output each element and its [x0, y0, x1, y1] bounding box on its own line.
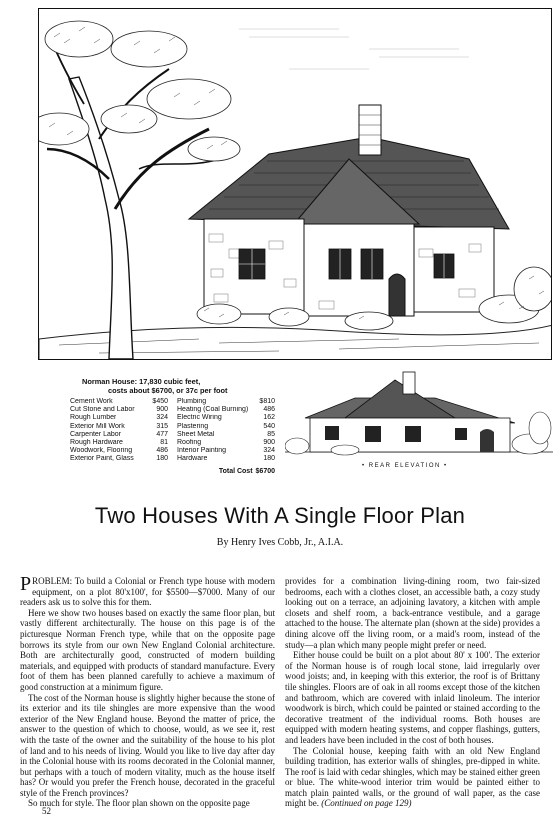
cost-row: Sheet Metal 85	[177, 430, 275, 438]
cost-row: Plastering 540	[177, 422, 275, 430]
cost-column-right	[177, 398, 275, 464]
cost-breakdown	[70, 377, 275, 476]
cost-total-label: Total Cost	[218, 467, 253, 475]
cost-total	[70, 468, 275, 476]
paragraph: Either house could be built on a plot about 80' x 100'. The exterior of the Norman house is of rough local stone, laid irregularly over wood joists; and, in keeping with this exterior, the roof is of Brittany tile shingles. Floors are of oak in all rooms except those of the kitchen and bathroom, which are covered with inlaid linoleum. The interior woodwork is birch, which could be painted or stained according to the decorative treatment of the individual rooms. Both houses are equipped with modern heating systems, and copper flashings, gutters, and leaders have been included in the cost of both houses.	[285, 650, 540, 745]
cost-row: Cement Work $450	[70, 398, 168, 405]
cost-row: Cut Stone and Labor 900	[70, 406, 168, 414]
drop-cap: P	[20, 573, 32, 595]
cost-row: Exterior Mill Work 315	[70, 422, 168, 430]
paragraph: provides for a combination living-dining room, two fair-sized bedrooms, each with a clothes closet, an accessible bath, a cozy study looking out on a terrace, an adjoining lavatory, a kitchen with ample closets and shelf room, a back-entrance vestibule, and a garage attached to the house. The alternate plan (shown at the side) provides a dining alcove off the living room, or a maid's room, instead of the study—a plan which many people might prefer or need.	[285, 576, 540, 650]
cost-row: Woodwork, Flooring 486	[70, 447, 168, 455]
cost-row: Hardware 180	[177, 455, 275, 463]
left-text-column	[20, 573, 275, 809]
paragraph: Here we show two houses based on exactly the same floor plan, but vastly different architecturally. The house on this page is of the picturesque Norman French type, while that on the opposite page borrows its style from our own New England Colonial architecture. Both are architecturally good, constructed of modern building materials, and equipped with products of standard manufacture. Every foot of them has been planned carefully to achieve a maximum of good construction at a minimum figure.	[20, 607, 275, 692]
cost-heading-line1: Norman House: 17,830 cubic feet,	[82, 377, 201, 386]
cost-row: Interior Painting 324	[177, 447, 275, 455]
paragraph: The cost of the Norman house is slightly higher because the stone of its exterior and its tile shingles are more expensive than the wood exterior of the New England house. Beyond the matter of price, the answer to the question of which to choose, would, as we see it, rest with the taste of the owner and the suitability of the house to his plot of land and to his needs of living. Would you like to live day after day in the Colonial house with its rooms decorated in the Colonial manner, but perhaps with a touch of modern vitality, much as the house itself has? Or would you prefer the French house, decorated in the graceful style of the French provinces?	[20, 692, 275, 798]
cost-row: Rough Hardware 81	[70, 439, 168, 447]
paragraph: PROBLEM: To build a Colonial or French type house with modern equipment, on a plot 80'x100', for $5500—$7000. Many of our readers ask us to solve this for them.	[20, 573, 275, 608]
cost-row: Roofing 900	[177, 439, 275, 447]
cost-row: Plumbing $810	[177, 398, 275, 405]
article-byline: By Henry Ives Cobb, Jr., A.I.A.	[216, 537, 344, 548]
cost-row: Exterior Paint, Glass 180	[70, 455, 168, 463]
article-title: Two Houses With A Single Floor Plan	[94, 503, 466, 528]
paragraph: The Colonial house, keeping faith with an old New England building tradition, has exterior walls of shingles, pre-dipped in white. The roof is laid with cedar shingles, which may be stained either green or blue. The white-wood interior trim would be painted either to match plain painted walls, or the ground of wall paper, as the case might be. (Continued on page 129)	[285, 745, 540, 809]
rear-elevation-drawing	[285, 368, 553, 460]
cost-total-value: $6700	[255, 467, 275, 475]
elevation-label: • REAR ELEVATION •	[362, 463, 448, 469]
cost-heading-line2: costs about $6700, or 37c per foot	[108, 386, 228, 395]
cost-row: Electric Wiring 162	[177, 414, 275, 422]
cost-column-left	[70, 398, 168, 464]
paragraph: So much for style. The floor plan shown on the opposite page	[28, 798, 250, 809]
norman-house-illustration	[38, 8, 552, 360]
cost-row: Heating (Coal Burning) 486	[177, 406, 275, 414]
continued-note: (Continued on page 129)	[321, 798, 412, 809]
page-number: 52	[42, 806, 51, 816]
cost-row: Rough Lumber 324	[70, 414, 168, 422]
cost-row: Carpenter Labor 477	[70, 430, 168, 438]
right-text-column	[285, 576, 540, 809]
